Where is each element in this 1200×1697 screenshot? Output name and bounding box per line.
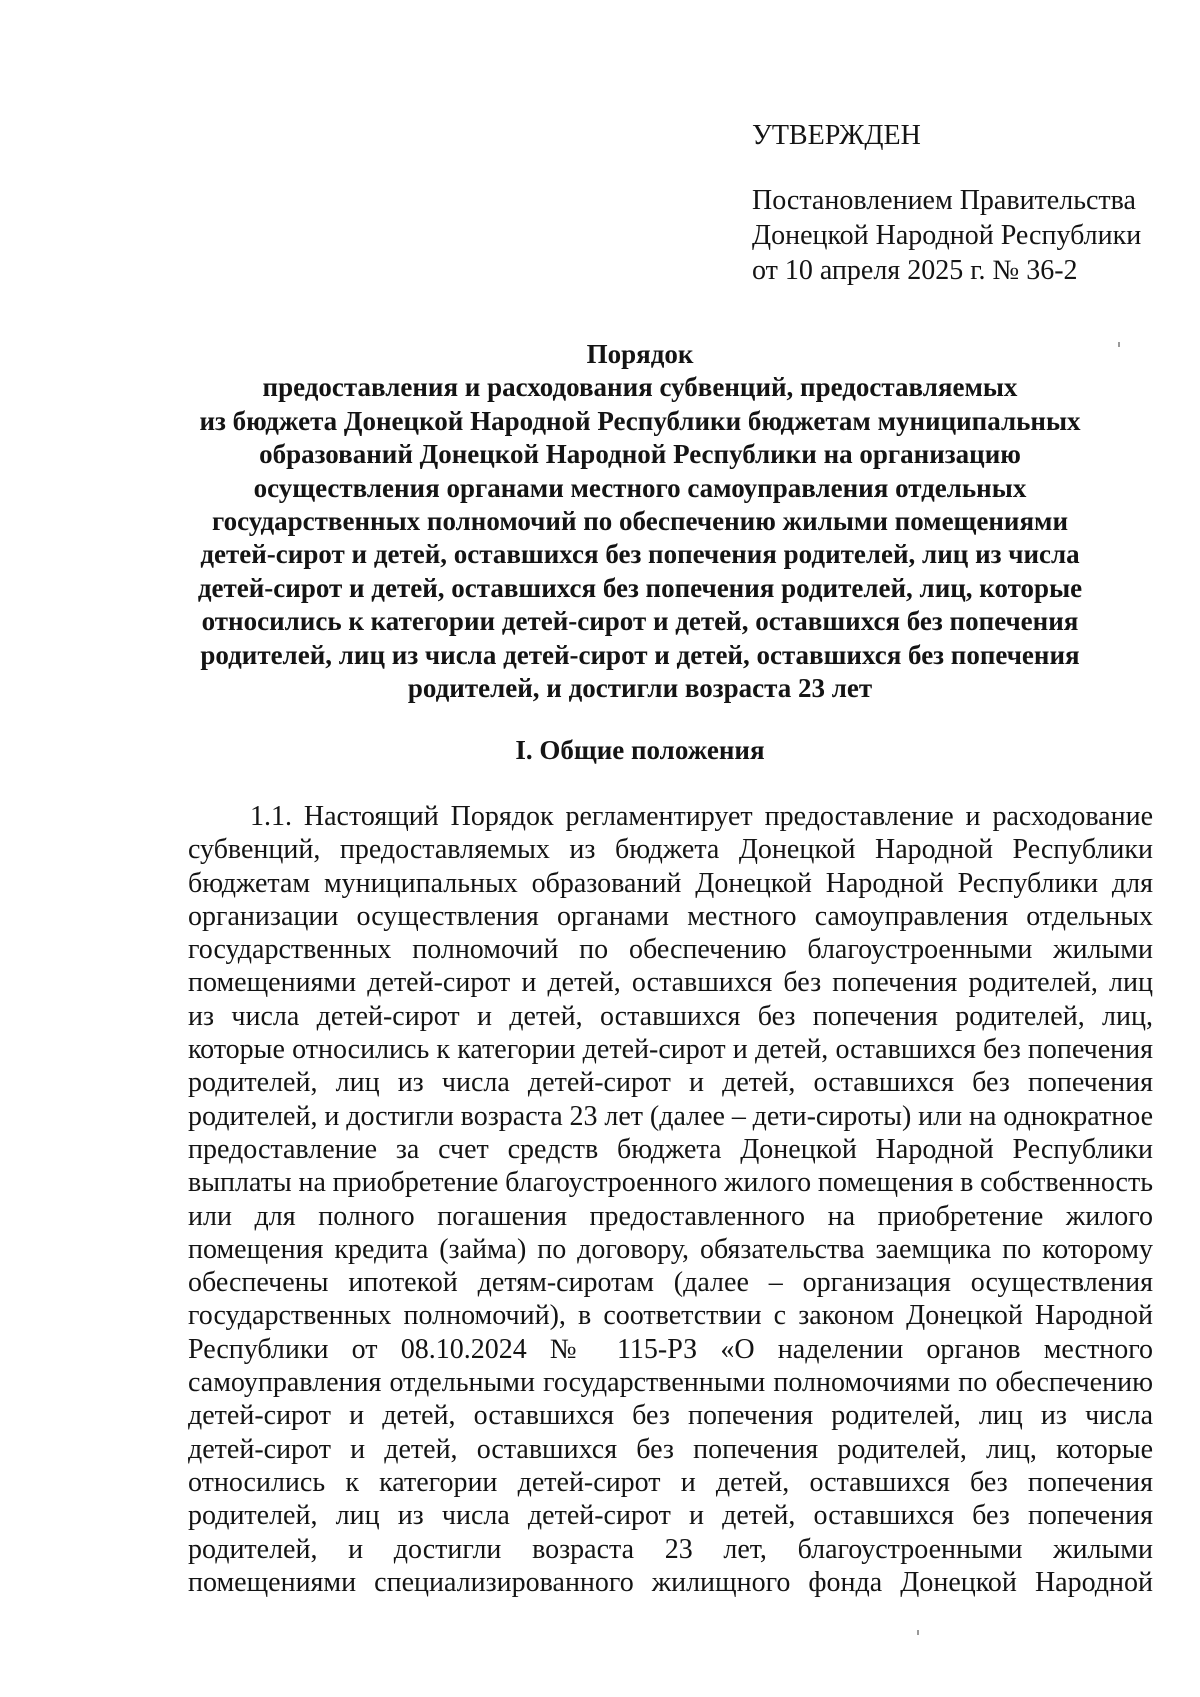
title-line: детей-сирот и детей, оставшихся без попечения родителей, лиц из числа (200, 539, 1080, 570)
paragraph-line: родителей, лиц из числа детей-сирот и детей, оставшихся без попечения (188, 1500, 1153, 1532)
paragraph-line: выплаты на приобретение благоустроенного жилого помещения в собственность (188, 1167, 1153, 1199)
title-line: осуществления органами местного самоуправления отдельных (253, 472, 1027, 503)
scan-speck (917, 1630, 919, 1635)
paragraph-line: субвенций, предоставляемых из бюджета Донецкой Народной Республики (188, 834, 1153, 866)
title-line: предоставления и расходования субвенций, предоставляемых (262, 372, 1018, 403)
paragraph-line: родителей, и достигли возраста 23 лет (далее – дети-сироты) или на однократное (188, 1100, 1153, 1132)
title-line: из бюджета Донецкой Народной Республики бюджетам муниципальных (199, 405, 1081, 436)
paragraph-line: организации осуществления органами местного самоуправления отдельных (188, 900, 1153, 932)
paragraph-line: помещениями специализированного жилищного фонда Донецкой Народной (188, 1566, 1153, 1598)
paragraph-line: родителей, и достигли возраста 23 лет, благоустроенными жилыми (188, 1533, 1153, 1565)
title-line: государственных полномочий по обеспечению жилыми помещениями (211, 506, 1068, 537)
approval-line: Постановлением Правительства (752, 185, 1136, 216)
title-line: относились к категории детей-сирот и детей, оставшихся без попечения (201, 606, 1079, 637)
paragraph-line: обеспечены ипотекой детям-сиротам (далее – организация осуществления (188, 1267, 1153, 1299)
paragraph-line: бюджетам муниципальных образований Донецкой Народной Республики для (188, 867, 1153, 899)
document-title (190, 338, 1090, 705)
paragraph-line: предоставление за счет средств бюджета Донецкой Народной Республики (188, 1133, 1153, 1165)
title-line: Порядок (586, 339, 694, 369)
approval-stamp: УТВЕРЖДЕН (752, 120, 921, 151)
paragraph-1-1 (188, 800, 1153, 1599)
paragraph-line: Республики от 08.10.2024 № 115-РЗ «О наделении органов местного (188, 1333, 1153, 1365)
approval-block (752, 118, 1141, 288)
paragraph-line: самоуправления отдельными государственными полномочиями по обеспечению (188, 1367, 1153, 1399)
paragraph-line: государственных полномочий), в соответствии с законом Донецкой Народной (188, 1300, 1153, 1332)
paragraph-line: помещения кредита (займа) по договору, обязательства заемщика по которому (188, 1233, 1153, 1265)
paragraph-line: относились к категории детей-сирот и детей, оставшихся без попечения (188, 1466, 1153, 1498)
paragraph-line: родителей, лиц из числа детей-сирот и детей, оставшихся без попечения (188, 1067, 1153, 1099)
paragraph-line: которые относились к категории детей-сирот и детей, оставшихся без попечения (188, 1034, 1153, 1066)
title-line: родителей, и достигли возраста 23 лет (407, 673, 873, 704)
title-line: образований Донецкой Народной Республики на организацию (259, 439, 1021, 470)
approval-line: Донецкой Народной Республики (752, 220, 1142, 251)
paragraph-line: или для полного погашения предоставленного на приобретение жилого (188, 1200, 1153, 1232)
paragraph-line: детей-сирот и детей, оставшихся без попечения родителей, лиц из числа (188, 1400, 1153, 1432)
section-heading: I. Общие положения (515, 735, 765, 765)
scan-speck (1118, 342, 1120, 347)
approval-date-line: от 10 апреля 2025 г. № 36-2 (752, 255, 1078, 286)
paragraph-line: из числа детей-сирот и детей, оставшихся без попечения родителей, лиц, (188, 1000, 1153, 1032)
paragraph-line: 1.1. Настоящий Порядок регламентирует предоставление и расходование (250, 801, 1153, 832)
title-line: родителей, лиц из числа детей-сирот и детей, оставшихся без попечения (200, 639, 1080, 670)
title-line: детей-сирот и детей, оставшихся без попечения родителей, лиц, которые (197, 572, 1083, 603)
paragraph-line: государственных полномочий по обеспечению благоустроенными жилыми (188, 934, 1153, 966)
paragraph-line: детей-сирот и детей, оставшихся без попечения родителей, лиц, которые (188, 1433, 1153, 1465)
paragraph-line: помещениями детей-сирот и детей, оставшихся без попечения родителей, лиц (188, 967, 1153, 999)
